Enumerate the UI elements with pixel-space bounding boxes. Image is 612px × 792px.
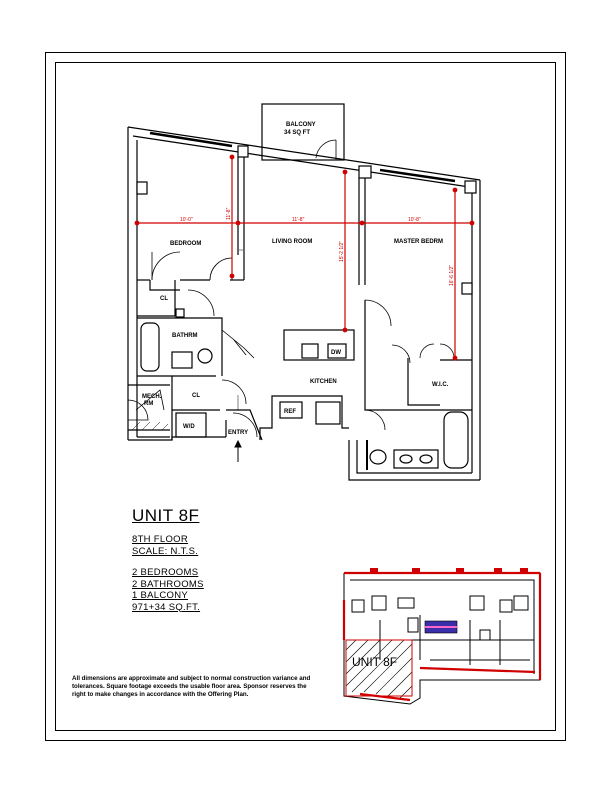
dim-master-width: 10'-8" — [408, 217, 421, 223]
room-bedroom: BEDROOM — [170, 241, 202, 247]
dim-bedroom-depth: 11'-8" — [226, 207, 232, 220]
interior-walls — [128, 157, 472, 468]
room-kitchen: KITCHEN — [310, 379, 337, 385]
exterior-walls — [128, 127, 480, 480]
room-wd: W/D — [183, 424, 195, 430]
unit-bathrooms: 2 BATHROOMS — [132, 578, 204, 590]
keyplan-label: UNIT 8F — [352, 655, 398, 669]
room-entry: ENTRY — [228, 430, 249, 436]
unit-balcony: 1 BALCONY — [132, 590, 189, 601]
entry-arrow — [235, 441, 241, 462]
windows — [150, 133, 455, 181]
unit-area: 971+34 SQ.FT. — [132, 601, 201, 613]
unit-bedrooms: 2 BEDROOMS — [132, 567, 199, 578]
dim-bedroom-width: 10'-0" — [180, 217, 193, 223]
unit-scale: SCALE: N.T.S. — [132, 545, 199, 557]
room-ref: REF — [284, 409, 296, 415]
balcony-label: BALCONY — [286, 122, 316, 128]
room-bathroom: BATHRM — [172, 333, 198, 339]
dimension-lines — [135, 155, 474, 360]
dim-living-depth: 15'-2 1/2" — [339, 240, 345, 262]
balcony-area: 34 SQ FT — [284, 130, 311, 136]
room-mech-1: MECH. — [142, 394, 162, 400]
room-closet-2: CL — [192, 393, 200, 399]
disclaimer: All dimensions are approximate and subject to normal construction variance and tolerances. Square footage exceeds the usable floor area. Sponsor reserves the right to make changes in accordance with the Offering Plan. — [72, 675, 311, 698]
unit-info — [132, 506, 204, 613]
unit-floor: 8TH FLOOR — [132, 534, 189, 545]
dim-master-depth: 16'-6 1/2" — [449, 264, 455, 286]
room-master: MASTER BEDRM — [394, 239, 443, 245]
room-wic: W.I.C. — [432, 382, 449, 388]
dim-living-width: 11'-8" — [292, 217, 305, 223]
key-plan — [344, 568, 540, 704]
room-closet-1: CL — [160, 296, 168, 302]
room-dw: DW — [331, 350, 341, 356]
room-mech-2: RM — [144, 401, 154, 407]
unit-title: UNIT 8F — [132, 506, 200, 525]
room-living: LIVING ROOM — [272, 239, 313, 245]
